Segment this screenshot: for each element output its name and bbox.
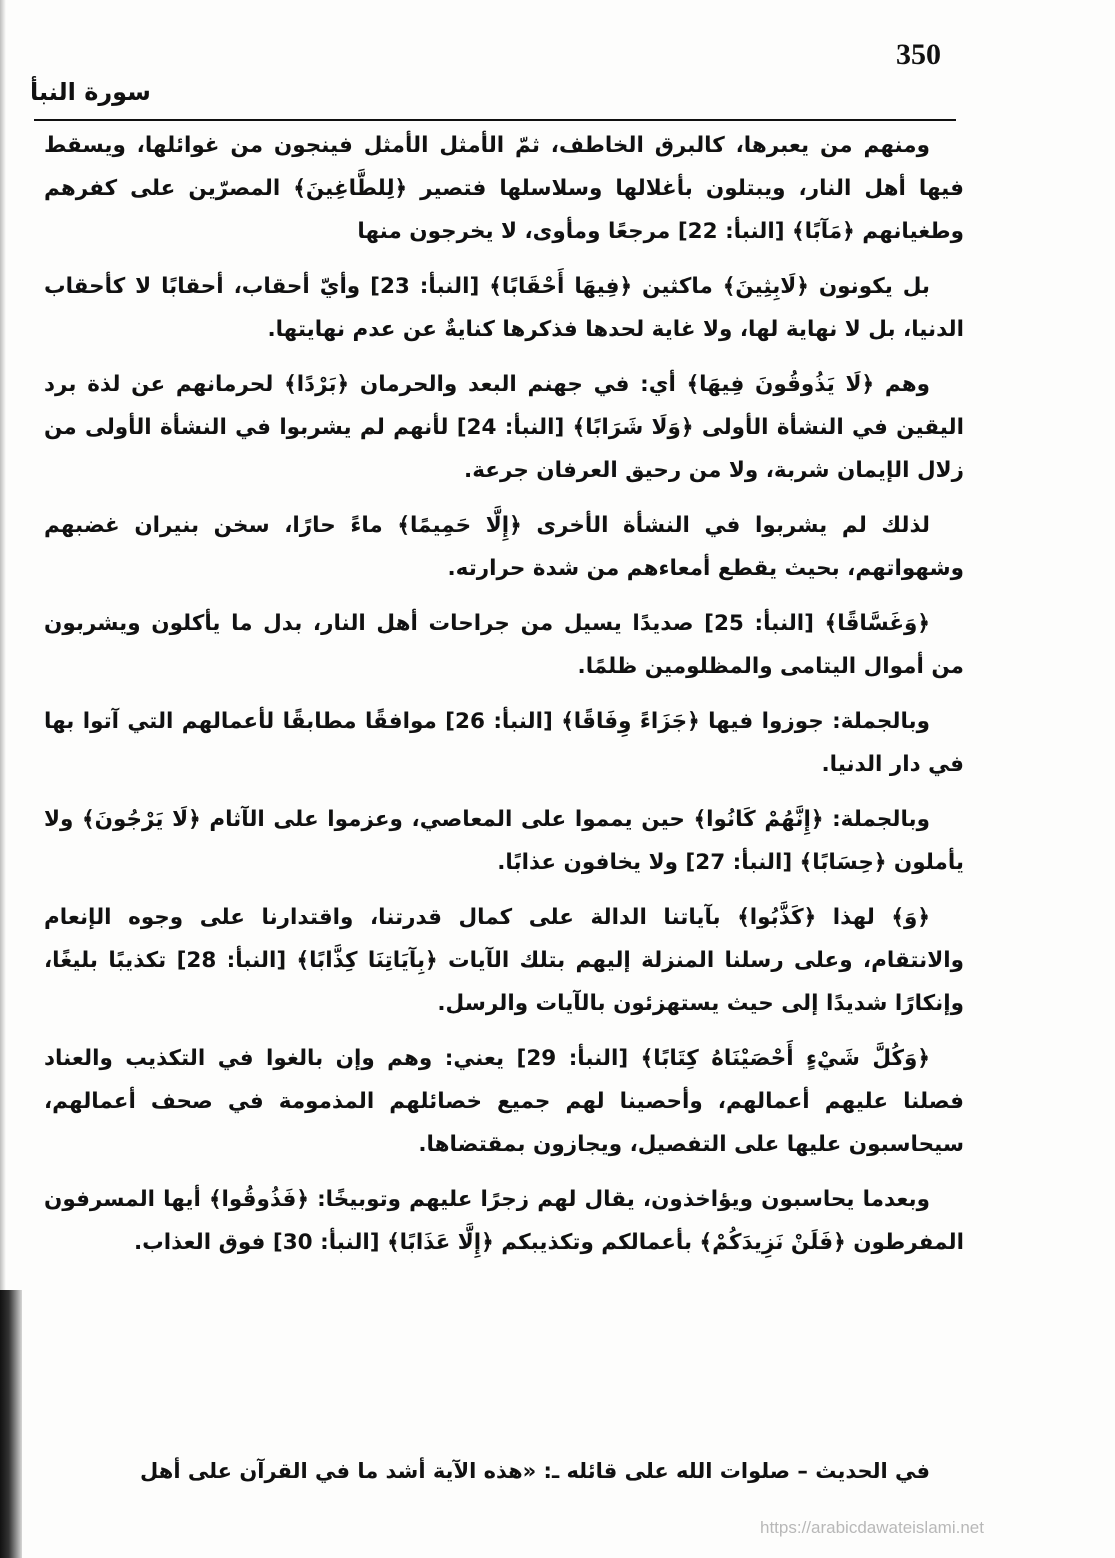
footnote — [110, 1452, 930, 1490]
paragraph: لذلك لم يشربوا في النشأة الأخرى ﴿إِلَّا حَمِيمًا﴾ ماءً حارًا، سخن بنيران غضبهم وشهواتهم، بحيث يقطع أمعاءهم من شدة حرارته. — [44, 513, 964, 581]
footnote-text: في الحديث – صلوات الله على قائله ـ: «هذه الآية أشد ما في القرآن على أهل — [140, 1459, 930, 1483]
paragraph: بل يكونون ﴿لَابِثِينَ﴾ ماكثين ﴿فِيهَا أَحْقَابًا﴾ [النبأ: 23] وأيّ أحقاب، أحقابًا لا كأحقاب الدنيا، بل لا نهاية لها، ولا غاية لحدها فذكرها كنايةٌ عن عدم نهايتها. — [44, 274, 964, 342]
paragraph: ﴿وَغَسَّاقًا﴾ [النبأ: 25] صديدًا يسيل من جراحات أهل النار، بدل ما يأكلون ويشربون من أموال اليتامى والمظلومين ظلمًا. — [44, 611, 964, 679]
paragraph: وبالجملة: جوزوا فيها ﴿جَزَاءً وِفَاقًا﴾ [النبأ: 26] موافقًا مطابقًا لأعمالهم التي آتوا بها في دار الدنيا. — [44, 709, 964, 777]
paragraph: وهم ﴿لَا يَذُوقُونَ فِيهَا﴾ أي: في جهنم البعد والحرمان ﴿بَرْدًا﴾ لحرمانهم عن لذة برد اليقين في النشأة الأولى ﴿وَلَا شَرَابًا﴾ [النبأ: 24] لأنهم لم يشربوا في النشأة الأولى من زلال الإيمان شربة، ولا من رحيق العرفان جرعة. — [44, 372, 964, 483]
surah-title: سورة النبأ — [30, 78, 151, 106]
paragraph: وبالجملة: ﴿إِنَّهُمْ كَانُوا﴾ حين يمموا على المعاصي، وعزموا على الآثام ﴿لَا يَرْجُونَ﴾ ولا يأملون ﴿حِسَابًا﴾ [النبأ: 27] ولا يخافون عذابًا. — [44, 807, 964, 875]
paragraph: ﴿وَكُلَّ شَيْءٍ أَحْصَيْنَاهُ كِتَابًا﴾ [النبأ: 29] يعني: وهم وإن بالغوا في التكذيب والعناد فصلنا عليهم أعمالهم، وأحصينا لهم جميع خصائلهم المذمومة في صحف أعمالهم، سيحاسبون عليها على التفصيل، ويجازون بمقتضاها. — [44, 1046, 964, 1157]
paragraph: وبعدما يحاسبون ويؤاخذون، يقال لهم زجرًا عليهم وتوبيخًا: ﴿فَذُوقُوا﴾ أيها المسرفون المفرطون ﴿فَلَنْ نَزِيدَكُمْ﴾ بأعمالكم وتكذيبكم ﴿إِلَّا عَذَابًا﴾ [النبأ: 30] فوق العذاب. — [44, 1187, 964, 1255]
header-divider — [34, 119, 956, 121]
page-number: 350 — [896, 38, 941, 71]
watermark-url: https://arabicdawateislami.net — [760, 1518, 984, 1537]
scan-artifact-left — [0, 1290, 22, 1558]
tafsir-body — [44, 124, 964, 1276]
paragraph: ومنهم من يعبرها، كالبرق الخاطف، ثمّ الأمثل الأمثل فينجون من غوائلها، ويسقط فيها أهل النار، ويبتلون بأغلالها وسلاسلها فتصير ﴿لِلطَّاغِينَ﴾ المصرّين على كفرهم وطغيانهم ﴿مَآبًا﴾ [النبأ: 22] مرجعًا ومأوى، لا يخرجون منها — [44, 133, 964, 244]
paragraph: ﴿وَ﴾ لهذا ﴿كَذَّبُوا﴾ بآياتنا الدالة على كمال قدرتنا، واقتدارنا على وجوه الإنعام والانتقام، وعلى رسلنا المنزلة إليهم بتلك الآيات ﴿بِآيَاتِنَا كِذَّابًا﴾ [النبأ: 28] تكذيبًا بليغًا، وإنكارًا شديدًا إلى حيث يستهزئون بالآيات والرسل. — [44, 905, 964, 1016]
